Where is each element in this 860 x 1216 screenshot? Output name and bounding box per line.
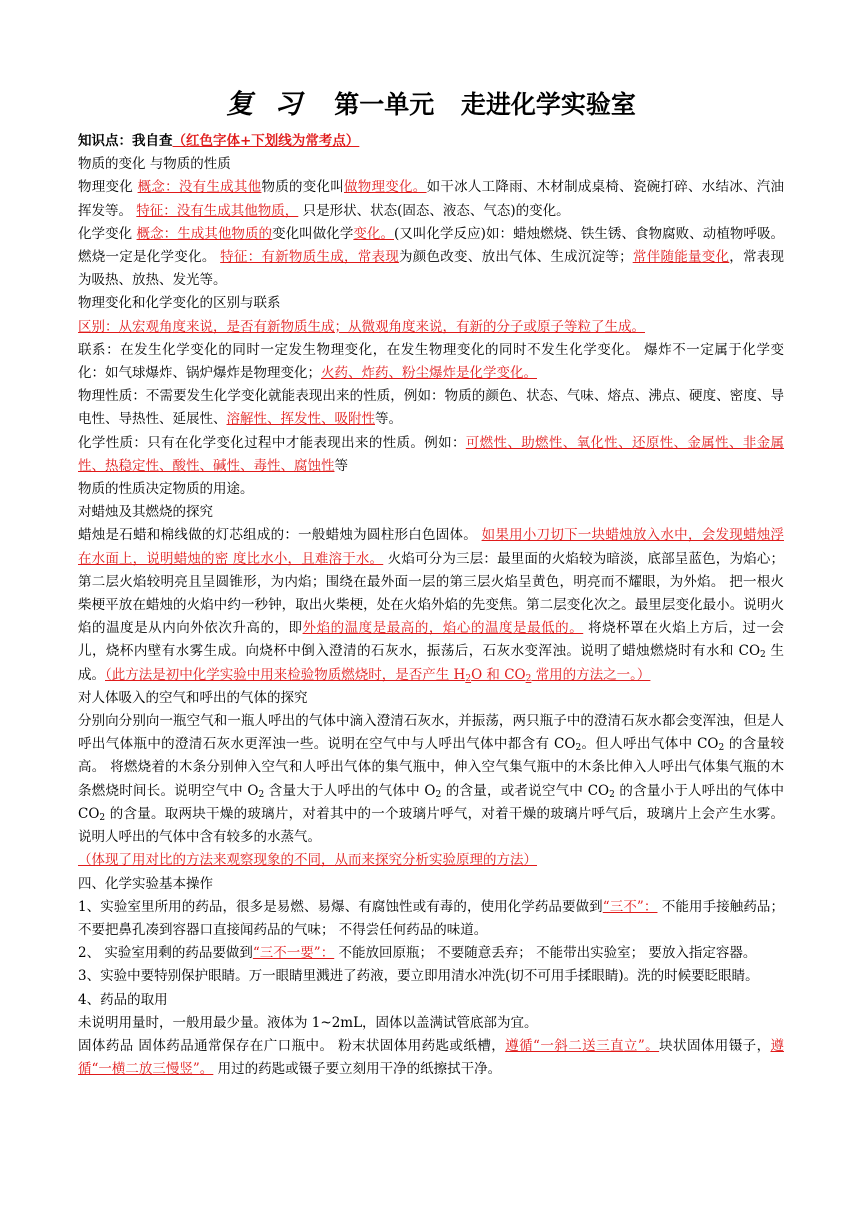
highlighted-text: 2 (525, 673, 532, 684)
text-run: 联系：在发生化学变化的同时一定发生物理变化，在发生物理变化的同时不发生化学变化。 爆炸不一定属于化学变化：如气球爆炸、锅炉爆炸是物理变化； (78, 341, 784, 382)
paragraph (78, 873, 784, 896)
document-page (78, 88, 784, 1081)
text-run: 如干冰人工降雨、木材制成桌椅、瓷碗打碎、水结冰、汽油挥发等。 (78, 179, 785, 219)
highlighted-text: 特征：有新物质生成，常表现 (220, 249, 400, 266)
paragraph (78, 130, 784, 153)
text-run: 的含量。取两块干燥的玻璃片，对着其中的一个玻璃片呼气，对着干燥的玻璃片呼气后，玻璃片上会产生水雾。说明人呼出的气体中含有较多的水蒸气。 (78, 805, 784, 846)
text-run: 含量大于人呼出的气体中 O (264, 782, 436, 799)
text-run: 物质的性质决定物质的用途。 (78, 481, 254, 498)
text-run: 4、药品的取用 (78, 991, 168, 1008)
highlighted-text: 外焰的温度是最高的，焰心的温度是最低的。 (302, 620, 584, 637)
text-run: 块状固体用镊子， (659, 1037, 771, 1054)
text-run: 物质的变化叫 (261, 179, 344, 196)
highlighted-text: 变化。 (353, 225, 395, 242)
highlighted-text: 常用的方法之一。） (531, 666, 651, 683)
text-run: 蜡烛是石蜡和棉线做的灯芯组成的：一般蜡烛为圆柱形白色固体。 (78, 527, 482, 544)
title-prefix: 复 习 (226, 89, 308, 120)
highlighted-text: 2 (465, 673, 472, 684)
text-run: ，常表现为吸热、放热、发光等。 (78, 249, 785, 289)
text-run: 火焰可分为三层：最里面的火焰较为暗淡，底部呈蓝色，为焰心；第二层火焰较明亮且呈圆锥形，为内焰；围绕在最外面一层的第三层火焰呈黄色，明亮而不耀眼，为外焰。 把一根火柴梗平放在蜡烛的火焰中约一秒钟，取出火柴梗，处在火焰外焰的先变焦。第二层变化次之。最里层变化最小。说明火焰的温度是从内向外依次升高的，即 (78, 550, 784, 637)
text-run: 2 (760, 650, 766, 661)
text-run: (又叫化学反应)如：蜡烛燃烧、铁生锈、食物腐败、动植物呼吸。燃烧一定是化学变化。 (78, 225, 785, 266)
paragraph (78, 432, 784, 478)
text-run: 的含量，或者说空气中 CO (441, 782, 610, 799)
text-run: 等。 (375, 411, 402, 428)
text-run: 将烧杯罩在火焰上方后，过一会儿，烧杯内壁有水雾生成。向烧杯中倒入澄清的石灰水，振荡后，石灰水变浑浊。说明了蜡烛燃烧时有水和 CO (78, 620, 785, 660)
text-run: 。但人呼出气体中 CO (581, 736, 719, 753)
highlighted-text: “三不”： (602, 898, 658, 915)
text-run: 2 (575, 743, 582, 754)
text-run: 用过的药匙或镊子要立刻用干净的纸擦拭干净。 (213, 1061, 502, 1078)
text-run: 物质的变化 与物质的性质 (78, 156, 231, 173)
text-run: 变化叫做化学 (272, 225, 354, 242)
paragraph (78, 849, 784, 872)
document-body (78, 130, 784, 1081)
highlighted-text: 常伴随能量变化 (632, 249, 730, 266)
text-run: 2 (99, 812, 106, 823)
paragraph (78, 478, 784, 501)
highlighted-text: 概念：没有生成其他 (137, 179, 262, 196)
text-run: 2 (258, 789, 265, 800)
highlighted-text: 火药、炸药、粉尘爆炸是化学变化。 (321, 365, 537, 382)
text-run: 化学性质：只有在化学变化过程中才能表现出来的性质。例如： (78, 434, 466, 451)
highlighted-text: 遵循“一横二放三慢竖”。 (78, 1037, 784, 1078)
text-run: 只是形状、状态(固态、液态、气态)的变化。 (298, 202, 570, 219)
paragraph (78, 942, 784, 965)
paragraph (78, 292, 784, 315)
paragraph (78, 1035, 784, 1081)
text-run: 四、化学实验基本操作 (78, 875, 213, 892)
paragraph (78, 710, 784, 849)
text-run: 2、 实验室用剩的药品要做到 (78, 945, 253, 962)
text-run: 不能用手接触药品； 不要把鼻孔凑到容器口直接闻药品的气味； 不得尝任何药品的味道。 (78, 898, 784, 938)
text-run: 物理变化和化学变化的区别与联系 (78, 295, 281, 312)
highlighted-text: （此方法是初中化学实验中用来检验物质燃烧时，是否产生 H (105, 666, 466, 683)
highlighted-text: 特征：没有生成其他物质， (136, 202, 299, 219)
paragraph (78, 965, 784, 988)
text-run: 2 (609, 789, 615, 800)
paragraph (78, 153, 784, 176)
text-run: 未说明用量时，一般用最少量。液体为 1~2mL，固体以盖满试管底部为宜。 (78, 1014, 538, 1031)
text-run: 固体药品 固体药品通常保存在广口瓶中。 粉末状固体用药匙或纸槽， (78, 1037, 506, 1054)
text-run: 的含量较高。 将燃烧着的木条分别伸入空气和人呼出气体的集气瓶中，伸入空气集气瓶中的木条比伸入人呼出气体集气瓶的木条燃烧时间长。说明空气中 O (78, 736, 784, 799)
text-run: 不能放回原瓶； 不要随意丢弃； 不能带出实验室； 要放入指定容器。 (334, 945, 757, 962)
highlighted-text: 做物理变化。 (344, 179, 427, 196)
page-title (78, 88, 784, 122)
highlighted-text: 如果用小刀切下一块蜡烛放入水中，会发现蜡烛浮在水面上，说明蜡烛的密 度比水小，且难溶于水。 (78, 527, 784, 567)
text-run: 对人体吸入的空气和呼出的气体的探究 (78, 689, 308, 706)
text-run: 为颜色改变、放出气体、生成沉淀等； (399, 249, 633, 266)
text-run: 3、实验中要特别保护眼睛。万一眼睛里溅进了药液，要立即用清水冲洗(切不可用手揉眼睛)。洗的时候要眨眼睛。 (78, 968, 759, 985)
paragraph (78, 687, 784, 710)
text-run: 物理性质：不需要发生化学变化就能表现出来的性质，例如：物质的颜色、状态、气味、熔点、沸点、硬度、密度、导电性、导热性、延展性、 (78, 388, 784, 428)
highlighted-text: （体现了用对比的方法来观察现象的不同，从而来探究分析实验原理的方法） (78, 852, 537, 869)
paragraph (78, 1012, 784, 1035)
highlighted-text: 溶解性、挥发性、吸附性 (226, 411, 375, 428)
paragraph (78, 524, 784, 686)
highlighted-text: （红色字体+下划线为常考点） (172, 133, 360, 149)
paragraph (78, 176, 784, 222)
text-run: 对蜡烛及其燃烧的探究 (78, 504, 213, 521)
highlighted-text: 遵循“一斜二送三直立”。 (505, 1037, 660, 1054)
text-run: 知识点：我自查 (78, 133, 173, 149)
text-run: 的含量小于人呼出的气体中 CO (78, 782, 784, 822)
highlighted-text: 区别：从宏观角度来说，是否有新物质生成；从微观角度来说，有新的分子或原子等粒了生成。 (78, 318, 645, 335)
paragraph (78, 896, 784, 942)
text-run: 等 (334, 457, 348, 474)
highlighted-text: “三不一要”： (252, 945, 335, 962)
title-unit: 第一单元 (334, 90, 435, 119)
highlighted-text: 可燃性、助燃性、氧化性、还原性、金属性、非金属性、热稳定性、酸性、碱性、毒性、腐蚀性 (78, 434, 785, 474)
text-run: 2 (718, 743, 725, 754)
text-run: 物理变化 (78, 179, 138, 196)
text-run: 分别向分别向一瓶空气和一瓶人呼出的气体中滴入澄清石灰水，并振荡，两只瓶子中的澄清石灰水都会变浑浊，但是人呼出气体瓶中的澄清石灰水更浑浊一些。说明在空气中与人呼出气体中都含有 CO (78, 713, 784, 753)
highlighted-text: 概念：生成其他物质的 (136, 225, 273, 242)
paragraph (78, 385, 784, 431)
paragraph (78, 989, 784, 1012)
text-run: 生成。 (78, 643, 784, 683)
text-run: 1、实验室里所用的药品，很多是易燃、易爆、有腐蚀性或有毒的，使用化学药品要做到 (78, 898, 603, 915)
title-name: 走进化学实验室 (460, 90, 636, 119)
text-run: 2 (435, 789, 442, 800)
paragraph (78, 339, 784, 385)
text-run: 化学变化 (78, 225, 137, 242)
paragraph (78, 223, 784, 293)
paragraph (78, 316, 784, 339)
paragraph (78, 501, 784, 524)
highlighted-text: O 和 CO (471, 666, 526, 683)
